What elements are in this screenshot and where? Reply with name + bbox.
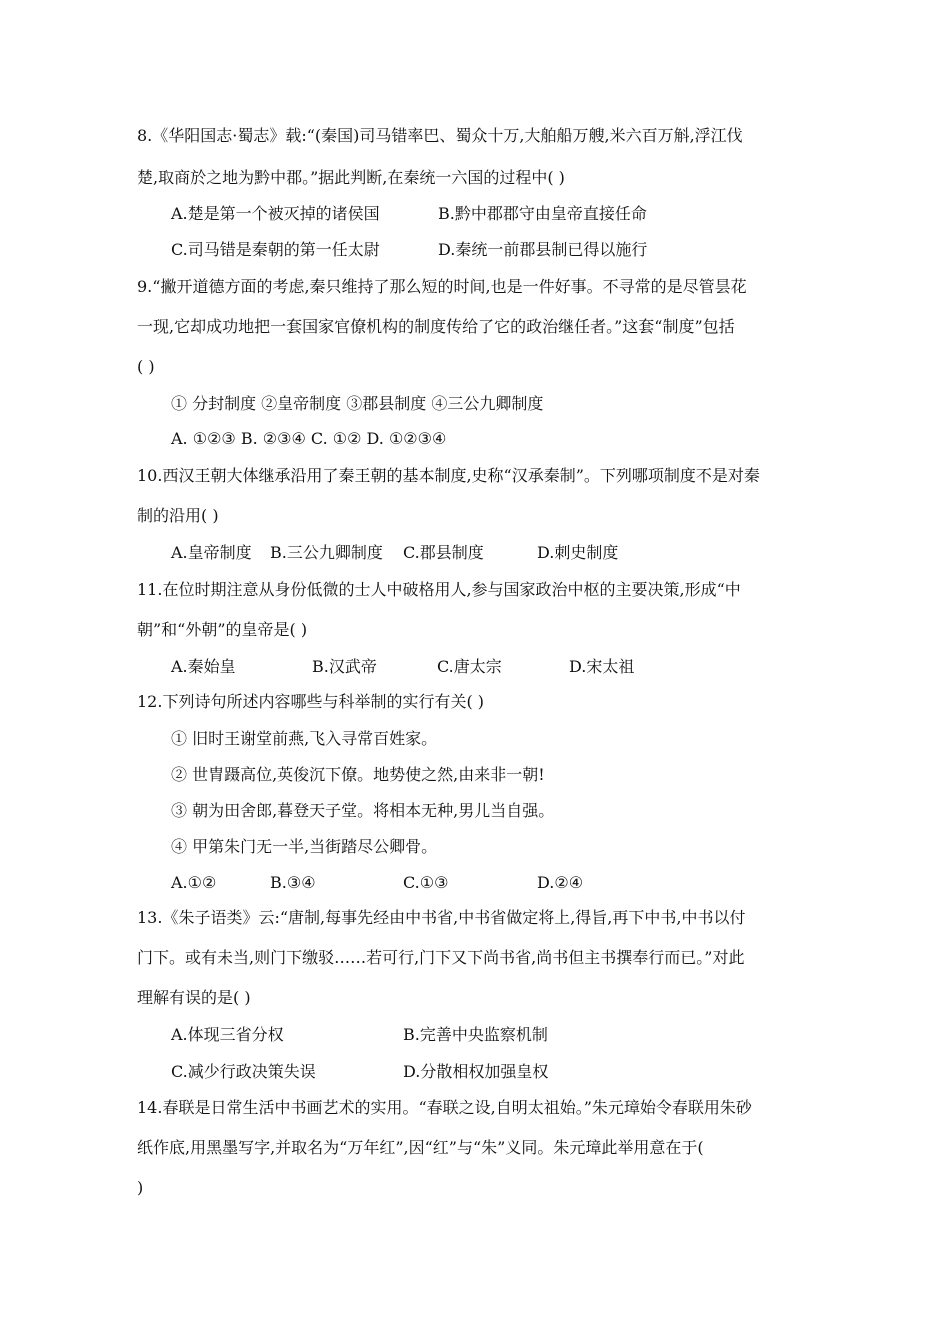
- q11-stem-line-2: 朝”和“外朝”的皇帝是( ): [137, 620, 308, 639]
- q8-option-d: D.秦统一前郡县制已得以施行: [438, 240, 648, 259]
- q13-option-a: A.体现三省分权: [171, 1025, 284, 1044]
- q14-stem-line-3: ): [137, 1178, 144, 1197]
- q12-option-b: B.③④: [270, 873, 316, 892]
- q13-option-d: D.分散相权加强皇权: [403, 1062, 549, 1081]
- q11-option-a: A.秦始皇: [171, 657, 236, 676]
- q12-option-c: C.①③: [403, 873, 449, 892]
- q10-option-c: C.郡县制度: [403, 543, 484, 562]
- q8-option-c: C.司马错是秦朝的第一任太尉: [171, 240, 380, 259]
- q12-item-1: ① 旧时王谢堂前燕,飞入寻常百姓家。: [171, 729, 438, 748]
- q8-option-b: B.黔中郡郡守由皇帝直接任命: [438, 204, 647, 223]
- q13-stem-line-1: 13.《朱子语类》云:“唐制,每事先经由中书省,中书省做定将上,得旨,再下中书,中书以付: [137, 908, 746, 927]
- q10-stem-line-1: 10.西汉王朝大体继承沿用了秦王朝的基本制度,史称“汉承秦制”。下列哪项制度不是对秦: [137, 466, 760, 485]
- q13-option-b: B.完善中央监察机制: [403, 1025, 548, 1044]
- q13-stem-line-3: 理解有误的是( ): [137, 988, 251, 1007]
- q8-option-a: A.楚是第一个被灭掉的诸侯国: [171, 204, 380, 223]
- q9-stem-line-3: ( ): [137, 357, 155, 376]
- q13-option-c: C.减少行政决策失误: [171, 1062, 316, 1081]
- q14-stem-line-1: 14.春联是日常生活中书画艺术的实用。“春联之设,自明太祖始。”朱元璋始令春联用朱砂: [137, 1098, 752, 1117]
- q9-options: A. ①②③ B. ②③④ C. ①② D. ①②③④: [171, 429, 447, 448]
- q10-stem-line-2: 制的沿用( ): [137, 506, 219, 525]
- q8-stem-line-2: 楚,取商於之地为黔中郡。”据此判断,在秦统一六国的过程中( ): [137, 168, 565, 187]
- q10-option-d: D.刺史制度: [537, 543, 619, 562]
- q12-option-a: A.①②: [171, 873, 217, 892]
- q10-option-b: B.三公九卿制度: [270, 543, 383, 562]
- q12-stem: 12.下列诗句所述内容哪些与科举制的实行有关( ): [137, 692, 485, 711]
- q10-option-a: A.皇帝制度: [171, 543, 252, 562]
- q12-item-3: ③ 朝为田舍郎,暮登天子堂。将相本无种,男儿当自强。: [171, 801, 555, 820]
- q9-stem-line-2: 一现,它却成功地把一套国家官僚机构的制度传给了它的政治继任者。”这套“制度”包括: [137, 317, 735, 336]
- q12-option-d: D.②④: [537, 873, 584, 892]
- q11-option-c: C.唐太宗: [437, 657, 502, 676]
- q9-stem-line-1: 9.“撇开道德方面的考虑,秦只维持了那么短的时间,也是一件好事。不寻常的是尽管昙花: [137, 277, 747, 296]
- q11-option-d: D.宋太祖: [569, 657, 635, 676]
- q14-stem-line-2: 纸作底,用黑墨写字,并取名为“万年红”,因“红”与“朱”义同。朱元璋此举用意在于(: [137, 1138, 704, 1157]
- q9-items: ① 分封制度 ②皇帝制度 ③郡县制度 ④三公九卿制度: [171, 394, 544, 413]
- q11-stem-line-1: 11.在位时期注意从身份低微的士人中破格用人,参与国家政治中枢的主要决策,形成“中: [137, 580, 741, 599]
- q11-option-b: B.汉武帝: [312, 657, 377, 676]
- q8-stem-line-1: 8.《华阳国志·蜀志》载:“(秦国)司马错率巴、蜀众十万,大舶船万艘,米六百万斛,浮江伐: [137, 126, 743, 145]
- q12-item-2: ② 世胄蹑高位,英俊沉下僚。地势使之然,由来非一朝!: [171, 765, 545, 784]
- q12-item-4: ④ 甲第朱门无一半,当街踏尽公卿骨。: [171, 837, 438, 856]
- q13-stem-line-2: 门下。或有未当,则门下缴驳……若可行,门下又下尚书省,尚书但主书撰奉行而已。”对此: [137, 948, 745, 967]
